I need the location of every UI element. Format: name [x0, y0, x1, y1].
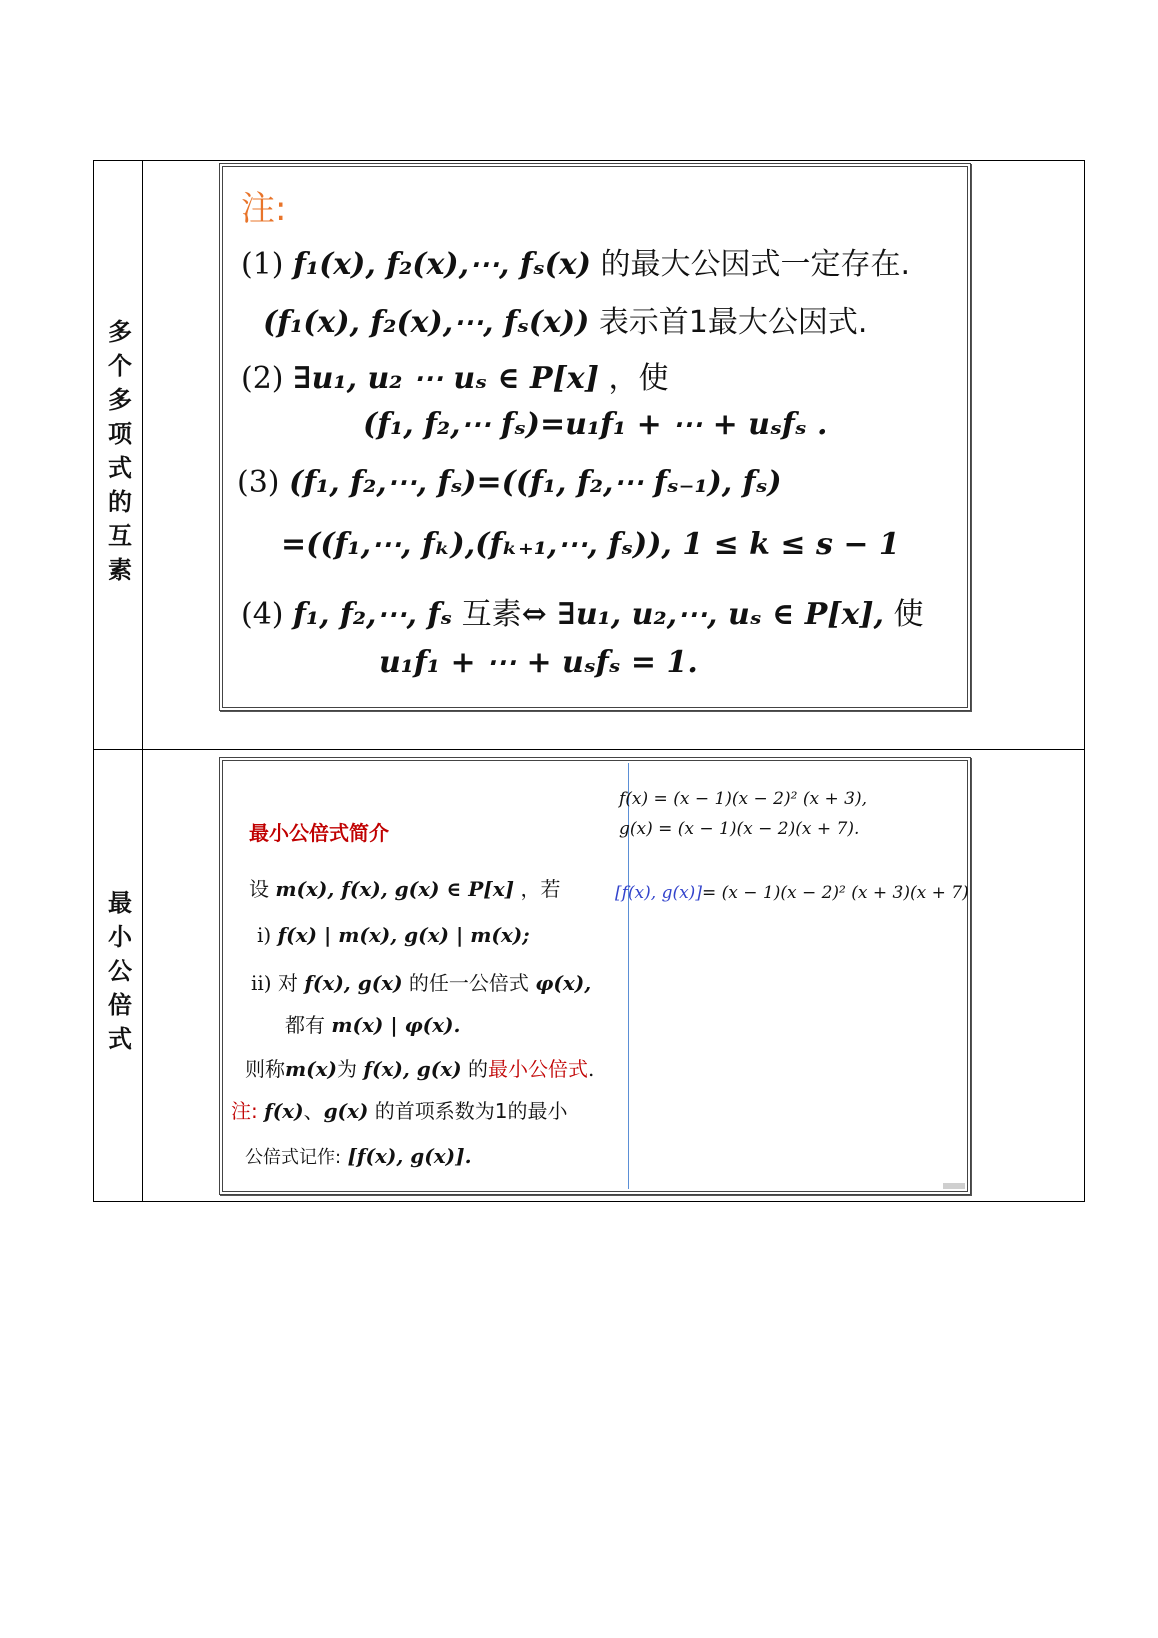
definition-text: 则称 — [245, 1057, 285, 1081]
coprime-notes-slide — [219, 163, 971, 711]
lcm-condition-2 — [251, 967, 591, 996]
row-label-cell — [94, 161, 142, 749]
row-label-lcm: 最小公倍式 — [103, 890, 132, 1060]
column-divider — [142, 161, 143, 1201]
math-expression: f₁(x), f₂(x),⋯, fₛ(x) — [293, 247, 591, 282]
scrollbar-stub — [943, 1183, 965, 1189]
lcm-intro-slide — [219, 757, 971, 1195]
math-expression: f(x), g(x) — [363, 1057, 462, 1081]
definition-text: 设 — [249, 877, 269, 901]
note-item-1-continued — [263, 297, 867, 341]
math-expression: φ(x), — [535, 971, 592, 995]
math-expression: m(x) | φ(x). — [331, 1013, 461, 1037]
lcm-note — [231, 1095, 568, 1124]
math-expression: = (x − 1)(x − 2)² (x + 3)(x + 7) — [701, 883, 969, 903]
math-expression: f(x) — [264, 1099, 304, 1123]
item-text: ，使 — [608, 361, 669, 396]
note-item-4-formula — [379, 645, 698, 680]
definition-text: ，若 — [520, 877, 561, 901]
math-expression: (f₁(x), f₂(x),⋯, fₛ(x)) — [263, 305, 590, 340]
math-expression: g(x) — [323, 1099, 369, 1123]
item-text: 互素 — [461, 597, 522, 632]
math-expression: ⇔ ∃u₁, u₂,⋯, uₛ ∈ P[x], — [521, 597, 884, 632]
item-number: i) — [257, 923, 272, 947]
definition-text: 的任一公倍式 — [408, 971, 529, 995]
note-item-2 — [241, 353, 668, 397]
math-expression: ∃u₁, u₂ ⋯ uₛ ∈ P[x] — [293, 361, 599, 396]
example-lcm — [615, 883, 969, 903]
note-item-3 — [237, 465, 782, 500]
definition-text: 公倍式记作: — [245, 1147, 342, 1168]
highlight-term: 最小公倍式 — [487, 1057, 588, 1081]
item-number: ii) — [251, 971, 272, 995]
item-number: (3) — [237, 465, 280, 500]
definition-text: 为 — [337, 1057, 358, 1081]
note-item-3-continued — [281, 527, 900, 562]
lcm-heading: 最小公倍式简介 — [249, 821, 389, 845]
note-title: 注: — [241, 189, 287, 229]
note-label: 注: — [231, 1099, 258, 1123]
example-g: g(x) = (x − 1)(x − 2)(x + 7). — [619, 819, 860, 839]
row-label-cell — [94, 749, 142, 1201]
math-expression: f₁, f₂,⋯, fₛ — [293, 597, 453, 632]
item-text: 的最大公因式一定存在. — [600, 247, 911, 282]
lcm-condition-1 — [257, 923, 530, 947]
item-number: (4) — [241, 597, 284, 632]
note-item-4 — [241, 589, 924, 633]
math-expression: m(x) — [285, 1057, 338, 1081]
definition-text: 的首项系数为1的最小 — [374, 1099, 568, 1123]
math-expression: [f(x), g(x)]. — [347, 1144, 472, 1168]
lcm-notation-blue: [f(x), g(x)] — [615, 883, 702, 903]
definition-text: 的 — [467, 1057, 488, 1081]
math-expression: =((f₁,⋯, fₖ),(fₖ₊₁,⋯, fₛ)), 1 ≤ k ≤ s − 1 — [281, 527, 900, 562]
math-expression: f(x) | m(x), g(x) | m(x); — [277, 923, 530, 947]
example-f: f(x) = (x − 1)(x − 2)² (x + 3), — [619, 789, 867, 809]
note-item-1 — [241, 239, 910, 283]
row-label-coprime: 多个多项式的互素 — [103, 319, 132, 591]
math-expression: (f₁, f₂,⋯, fₛ)=((f₁, f₂,⋯ fₛ₋₁), fₛ) — [289, 465, 782, 500]
definition-text: 对 — [277, 971, 298, 995]
lcm-definition-line — [249, 873, 561, 902]
item-number: (1) — [241, 247, 284, 282]
definition-text: 都有 — [285, 1013, 325, 1037]
math-expression: u₁f₁ + ⋯ + uₛfₛ = 1. — [379, 645, 698, 680]
math-expression: (f₁, f₂,⋯ fₛ)=u₁f₁ + ⋯ + uₛfₛ . — [363, 407, 828, 442]
lcm-condition-2-continued — [285, 1009, 460, 1038]
note-item-2-formula — [363, 407, 827, 442]
item-number: (2) — [241, 361, 284, 396]
definition-text: . — [587, 1057, 595, 1081]
row-divider — [94, 749, 1084, 750]
lcm-notation — [245, 1143, 472, 1169]
math-expression: f(x), g(x) — [304, 971, 403, 995]
lcm-conclusion — [245, 1053, 594, 1082]
item-text: 使 — [893, 597, 924, 632]
item-text: 表示首1最大公因式. — [598, 305, 868, 340]
math-expression: m(x), f(x), g(x) ∈ P[x] — [275, 877, 515, 901]
separator: 、 — [303, 1099, 324, 1123]
